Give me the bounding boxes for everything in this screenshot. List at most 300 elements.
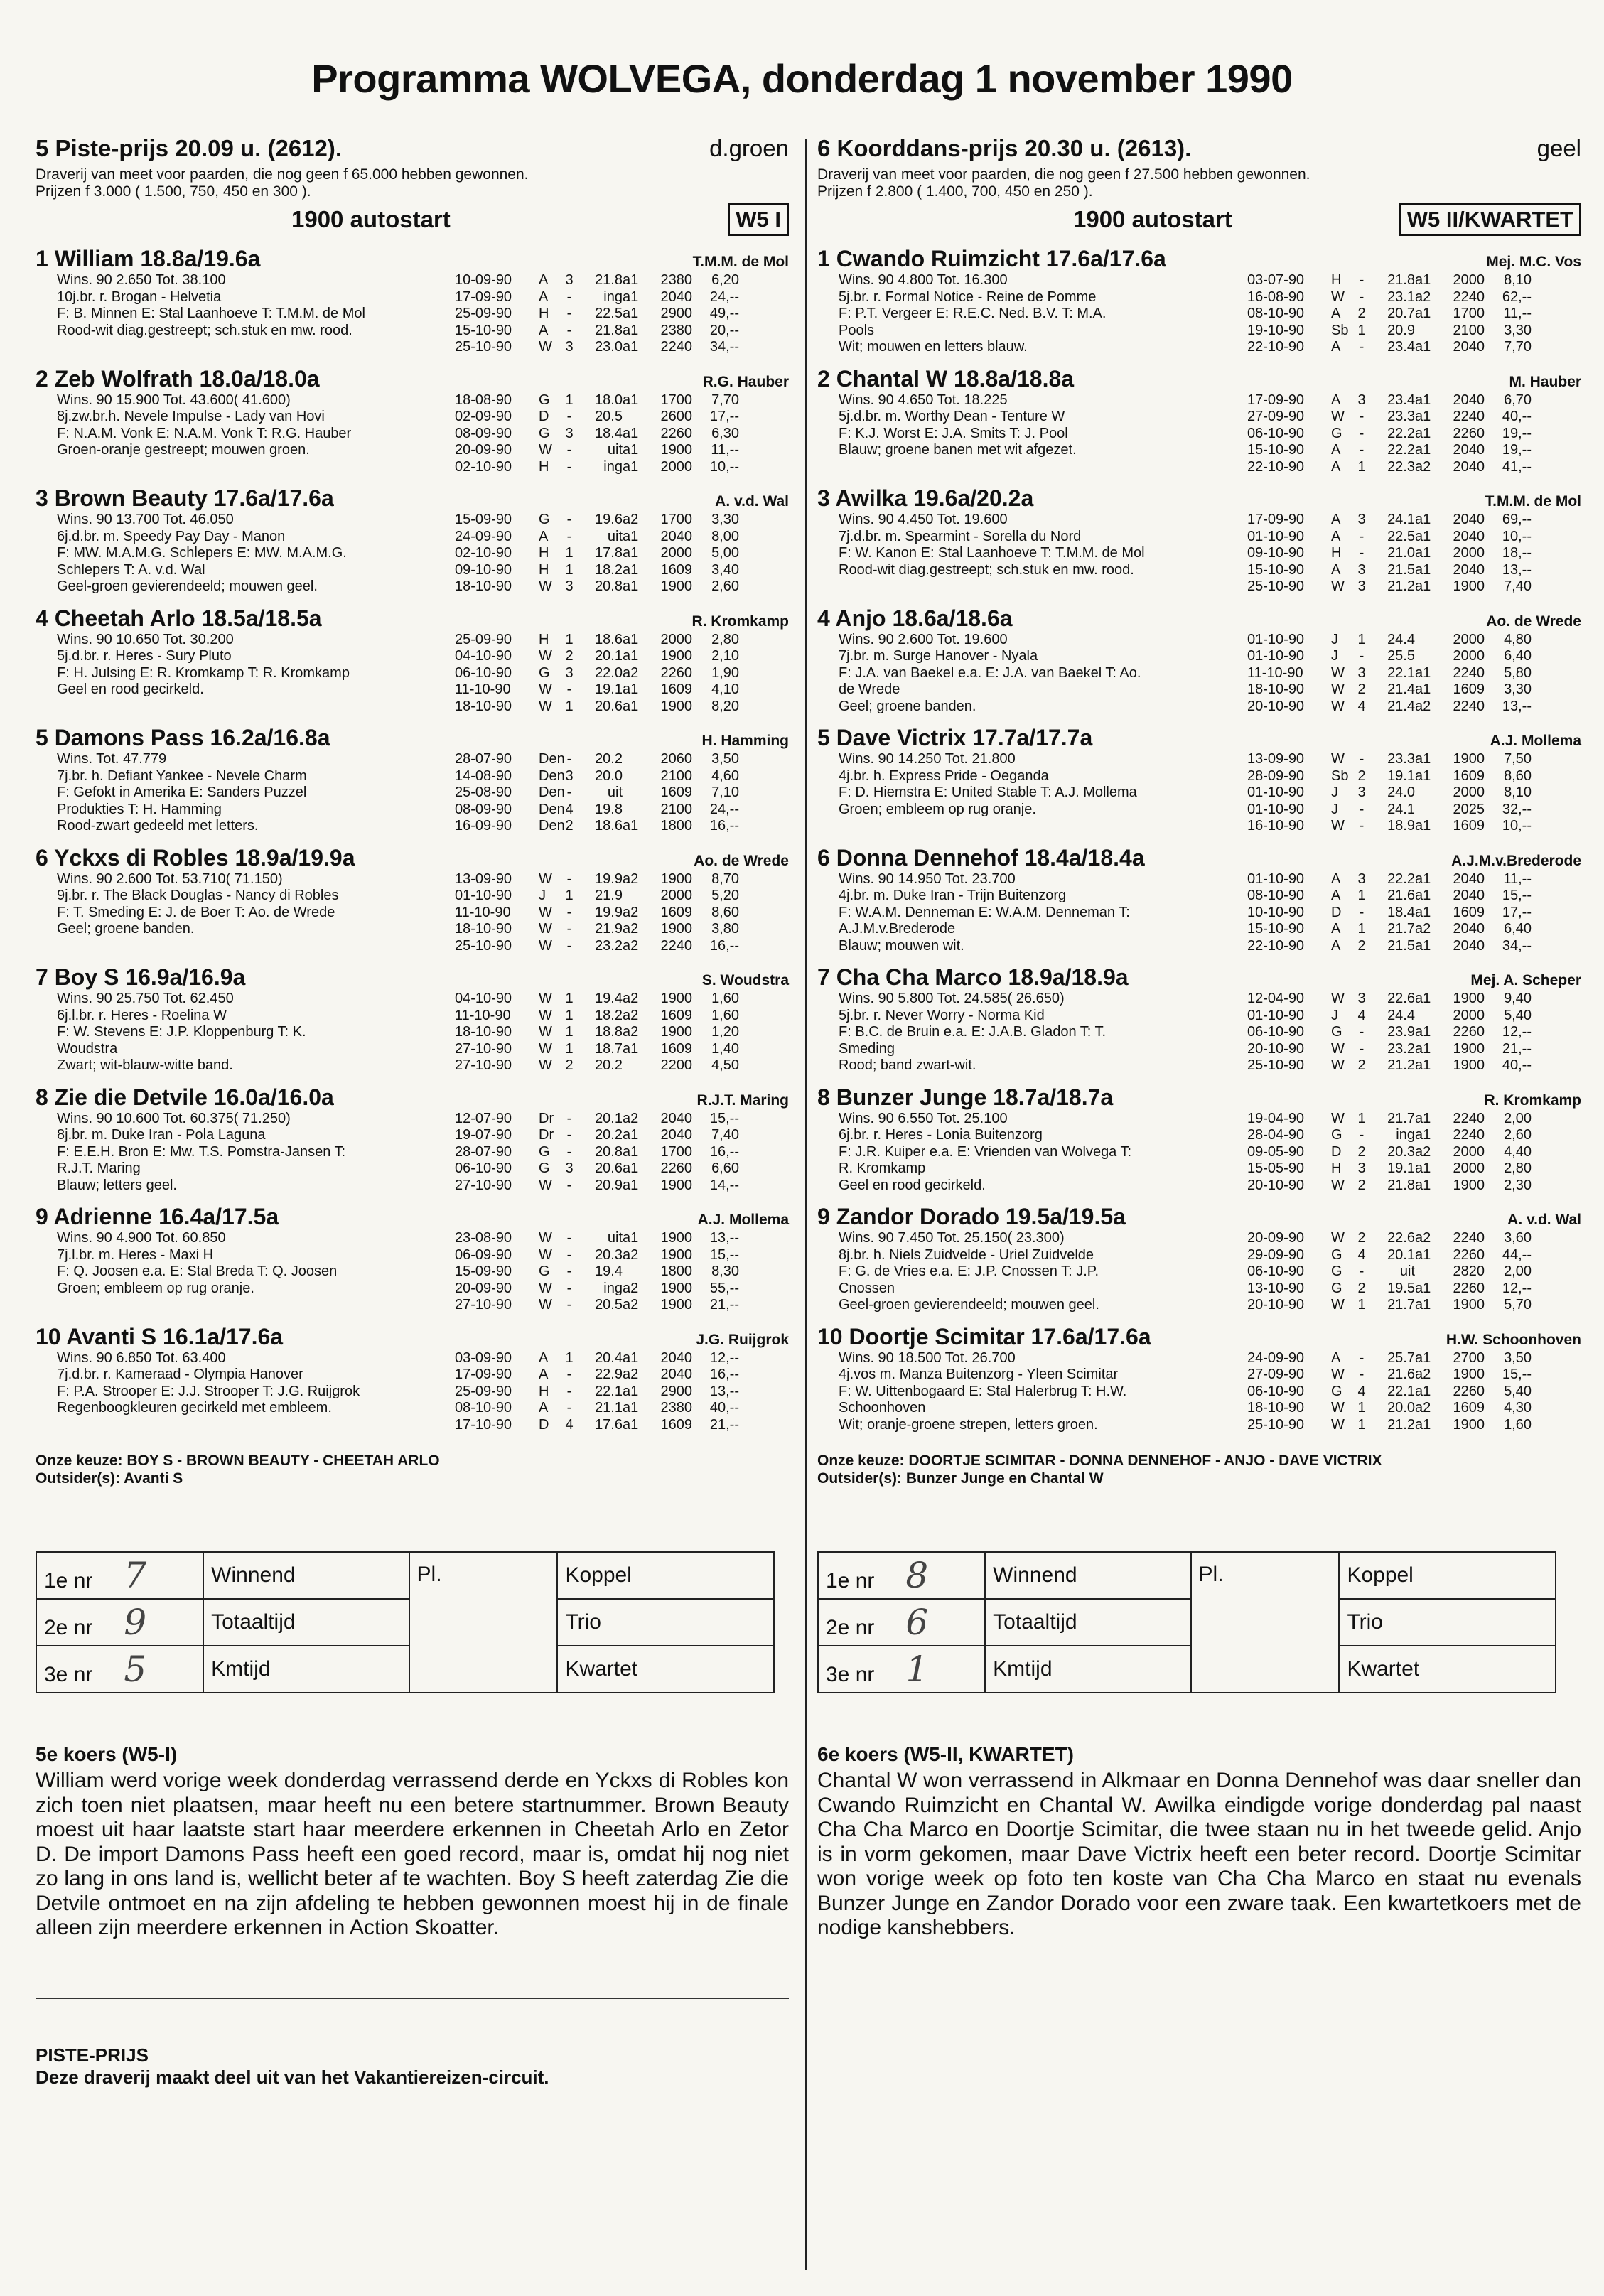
result-cell: 21.4 [1387,698,1415,714]
horse-info-line: R.J.T. Maring [57,1160,141,1176]
horse-info-line: Wins. 90 7.450 Tot. 25.150( 23.300) [839,1230,1065,1246]
result-cell: 18.6 [595,631,623,647]
result-cell: 10-09-90 [455,272,512,288]
result-cell: 1609 [1453,767,1485,784]
result-cell: 2900 [660,1383,692,1399]
horse-name: 1 William 18.8a/19.6a [36,246,261,271]
horse-info-line: Blauw; mouwen wit. [839,937,964,954]
result-row [455,1263,789,1281]
result-cell: a2 [623,991,639,1006]
result-cell: 20.2 [595,1127,623,1143]
result-cell: 20.0 [595,767,623,784]
bet-label: Kmtijd [203,1646,409,1693]
result-cell: 8,70 [711,871,739,887]
result-cell: 44,-- [1502,1246,1532,1263]
result-row [1247,938,1581,955]
result-cell: 17.8 [595,545,623,561]
result-cell: 19,-- [1502,442,1532,458]
horse-details [36,1350,789,1434]
result-cell: a2 [623,904,639,920]
result-form-row [818,1599,1556,1646]
result-cell: - [1359,339,1365,355]
result-cell: 3,30 [1504,322,1532,338]
result-row [1247,289,1581,306]
horse-info-line: Blauw; letters geel. [57,1177,177,1193]
horse-info-line: 5j.br. r. Formal Notice - Reine de Pomme [839,289,1097,305]
result-cell: 2000 [660,458,692,475]
result-row [1247,562,1581,579]
result-cell: 6,60 [711,1160,739,1176]
horse-results [455,392,789,476]
bet-label: Totaaltijd [203,1599,409,1646]
result-cell: 1 [565,1040,574,1057]
result-row [1247,1417,1581,1434]
horse-info [36,871,455,955]
result-cell: G [1331,1246,1342,1263]
result-row [1247,681,1581,699]
result-cell: 2 [1357,1057,1366,1073]
horse-info-line: F: W.A.M. Denneman E: W.A.M. Denneman T: [839,904,1130,920]
result-cell: 03-07-90 [1247,272,1305,288]
horse-name: 9 Zandor Dorado 19.5a/19.5a [817,1204,1126,1229]
result-row [455,1127,789,1144]
result-row [1247,1127,1581,1144]
result-row [1247,512,1581,529]
horse-info-line: F: H. Julsing E: R. Kromkamp T: R. Kromkamp [57,664,350,681]
horse-entry [36,1204,789,1314]
result-cell: 2 [1357,1230,1366,1246]
horse-entry [817,1084,1581,1195]
result-row [1247,802,1581,819]
result-row [455,562,789,579]
horse-results [455,1350,789,1434]
result-cell: a1 [1415,1057,1431,1073]
result-row [455,1008,789,1025]
result-cell: 2260 [1453,1383,1485,1399]
horse-info-line: F: J.R. Kuiper e.a. E: Vrienden van Wolvega T: [839,1143,1132,1160]
result-cell: 3 [565,339,574,355]
result-cell: a2 [623,1297,639,1313]
result-cell: Sb [1331,322,1349,338]
horse-info-line: 5j.d.br. m. Worthy Dean - Tenture W [839,409,1065,424]
result-cell: 7,40 [1504,578,1532,594]
result-cell: 2,00 [1504,1110,1532,1126]
result-cell: 3,80 [711,921,739,937]
result-cell: a2 [623,871,639,887]
result-cell: 2,60 [711,578,739,594]
result-cell: a1 [1415,991,1431,1006]
result-cell: 20.5 [595,1297,623,1313]
result-cell: a2 [1415,1143,1431,1160]
horse-info-line: F: B. Minnen E: Stal Laanhoeve T: T.M.M. de Mol [57,306,365,321]
horse-info-line: Wins. 90 4.650 Tot. 18.225 [839,392,1008,408]
result-form-row [818,1646,1556,1693]
result-cell: 2000 [660,545,692,561]
horse-info-line: F: G. de Vries e.a. E: J.P. Cnossen T: J.P. [839,1263,1099,1279]
result-cell: 4,30 [1504,1400,1532,1416]
horse-info-line: R. Kromkamp [839,1160,926,1176]
result-cell: W [1331,409,1345,424]
horse-info-line: F: B.C. de Bruin e.a. E: J.A.B. Gladon T: T. [839,1024,1107,1040]
result-cell: 3 [1357,512,1366,527]
horse-trainer: A.J. Mollema [1490,733,1581,749]
result-cell: a1 [1415,1040,1431,1057]
result-cell: 28-04-90 [1247,1127,1305,1143]
result-cell: a1 [1415,578,1431,594]
race-description [36,166,789,200]
horse-info [817,1350,1237,1434]
horse-details [36,512,789,595]
horse-info-line: Wins. 90 25.750 Tot. 62.450 [57,991,234,1006]
horse-trainer: H.W. Schoonhoven [1446,1331,1581,1348]
result-cell: 21.1 [595,1400,623,1416]
result-cell: a1 [623,1143,639,1160]
result-cell: 1700 [660,512,692,527]
result-cell: 21.2 [1387,1057,1415,1073]
horse-info-line: F: W. Kanon E: Stal Laanhoeve T: T.M.M. de Mol [839,545,1145,561]
result-cell: 9,40 [1504,991,1532,1006]
result-cell: a1 [1415,512,1431,527]
result-cell: 2100 [660,801,692,817]
result-form-table [817,1551,1556,1693]
horse-results [455,1111,789,1195]
horse-name: 1 Cwando Ruimzicht 17.6a/17.6a [817,246,1166,271]
horse-info-line: Regenboogkleuren gecirkeld met embleem. [57,1400,332,1416]
result-cell: W [1331,1416,1345,1433]
result-cell: a1 [1415,545,1431,561]
horse-results [1247,1111,1581,1195]
horse-info-line: F: W. Stevens E: J.P. Kloppenburg T: K. [57,1024,306,1040]
result-cell: 15-09-90 [455,1263,512,1279]
result-cell: 1900 [660,1297,692,1313]
result-cell: J [1331,1007,1338,1023]
result-cell: a1 [1415,392,1431,408]
place-label: 2e nr [44,1616,93,1639]
result-cell: a1 [1415,306,1431,321]
result-cell: 22.1 [1387,664,1415,681]
result-cell: 19.9 [595,871,623,887]
footer-title: PISTE-PRIJS [36,2044,149,2066]
result-cell: a1 [1415,664,1431,681]
horse-info-line: Geel-groen gevierendeeld; mouwen geel. [839,1297,1099,1313]
horse-info-line: Blauw; groene banen met wit afgezet. [839,442,1077,458]
handwritten-number: 7 [124,1555,147,1596]
result-cell: 5,40 [1504,1007,1532,1023]
result-cell: 18.7 [595,1040,623,1057]
result-cell: 1900 [660,921,692,937]
result-cell: 20.1 [1387,1246,1415,1263]
result-cell: 1700 [660,1143,692,1160]
footer-divider [36,1998,789,1999]
horse-info-line: Wins. 90 2.650 Tot. 38.100 [57,272,226,288]
result-cell: 27-10-90 [455,1297,512,1313]
result-cell: H [539,561,549,578]
result-cell: 11,-- [711,442,739,458]
result-cell: 06-10-90 [1247,1024,1305,1040]
handwritten-number: 8 [905,1555,929,1596]
result-row [455,921,789,938]
place-label: 2e nr [826,1616,875,1639]
result-cell: - [566,1177,572,1193]
result-cell: W [1331,1177,1345,1193]
footer-text: Deze draverij maakt deel uit van het Vakantiereizen-circuit. [36,2066,549,2088]
horse-info-line: Wins. 90 4.800 Tot. 16.300 [839,272,1008,288]
result-cell: a1 [623,631,639,647]
result-cell: a2 [623,1246,639,1263]
result-cell: H [1331,272,1342,288]
horse-name: 8 Zie die Detvile 16.0a/16.0a [36,1084,334,1110]
result-cell: 1900 [660,1280,692,1296]
horse-title-row [817,485,1581,512]
result-cell: - [566,1263,572,1279]
result-cell: 21.8 [595,322,623,338]
result-cell [1415,802,1441,819]
result-cell: a1 [623,1349,639,1366]
horse-title-row [36,485,789,512]
horse-trainer: R.G. Hauber [702,373,789,390]
result-cell: 21.2 [1387,578,1415,594]
result-cell: 19.9 [595,904,623,920]
result-cell: W [539,1040,552,1057]
result-cell: 25-10-90 [1247,1416,1305,1433]
horse-results [1247,272,1581,356]
horse-name: 3 Brown Beauty 17.6a/17.6a [36,485,334,511]
result-cell: 1700 [1453,306,1485,321]
result-cell: 12-07-90 [455,1110,512,1126]
result-cell: 01-10-90 [1247,648,1305,664]
horse-name: 6 Yckxs di Robles 18.9a/19.9a [36,844,355,871]
result-cell: W [539,698,552,714]
result-cell: 1 [565,888,574,903]
result-cell: 2000 [1453,272,1485,288]
result-cell: 25-09-90 [455,631,512,647]
result-cell: 8,30 [711,1263,739,1279]
result-cell: 1900 [1453,1177,1485,1193]
result-cell: 06-10-90 [1247,425,1305,441]
result-cell: a1 [1415,1297,1431,1313]
result-cell: 27-10-90 [455,1040,512,1057]
result-cell: 02-10-90 [455,458,512,475]
result-cell: 20.3 [595,1246,623,1263]
result-cell: 3 [1357,785,1366,800]
result-cell: 5,00 [711,545,739,561]
result-cell: W [1331,1057,1345,1073]
place-cell [818,1552,985,1599]
horse-info-line: Wins. 90 4.900 Tot. 60.850 [57,1230,226,1246]
horse-title-row [817,725,1581,751]
result-cell: 40,-- [1502,1057,1532,1073]
bet-label: Winnend [203,1552,409,1599]
result-cell: a1 [1415,1177,1431,1193]
handwritten-number: 9 [124,1602,147,1643]
horse-entry [36,485,789,595]
result-cell: 4 [1357,1246,1366,1263]
result-cell: ing [1396,1127,1415,1143]
horse-info-line: Wins. 90 5.800 Tot. 24.585( 26.650) [839,991,1065,1006]
result-cell: 2 [1357,681,1366,697]
result-cell: 2260 [660,425,692,441]
result-cell: 21,-- [709,1416,739,1433]
result-cell: 1900 [1453,1057,1485,1073]
result-cell: - [566,937,572,954]
horse-info [817,632,1237,716]
result-cell: 25-10-90 [1247,1057,1305,1073]
result-cell: 3,30 [711,512,739,527]
combo-bet-label: Kwartet [1339,1646,1556,1693]
result-cell: a1 [1415,904,1431,920]
horse-info-line: 5j.d.br. r. Heres - Sury Pluto [57,648,232,664]
result-cell: 1900 [660,1246,692,1263]
result-row [455,442,789,459]
result-cell [623,1263,648,1281]
result-cell: a1 [623,528,639,544]
result-cell: 20.5 [595,409,623,424]
result-row [455,1057,789,1074]
result-cell: 1609 [660,561,692,578]
result-row [455,699,789,716]
horse-info-line: F: E.E.H. Bron E: Mw. T.S. Pomstra-Jansen T: [57,1143,346,1160]
result-cell: D [539,409,549,424]
result-cell: a2 [1415,921,1431,937]
result-row [455,681,789,699]
result-cell: W [539,991,552,1006]
result-cell: a2 [623,1024,639,1040]
result-cell: 3,40 [711,561,739,578]
result-cell: 8,10 [1504,272,1532,288]
result-cell: - [1359,751,1365,767]
result-cell: 24.4 [1387,631,1415,647]
result-cell: a2 [623,664,639,681]
result-row [1247,1041,1581,1058]
horse-info-line: Wit; mouwen en letters blauw. [839,339,1028,355]
result-cell: 4 [565,801,574,817]
result-cell: - [566,904,572,920]
result-cell: 18-10-90 [1247,1400,1305,1416]
result-form-row [36,1646,774,1693]
result-cell: 13,-- [1502,698,1532,714]
horse-info [36,1350,455,1434]
result-cell: 20-09-90 [1247,1230,1305,1246]
horse-entry [36,845,789,955]
result-row [455,512,789,529]
horse-title-row [36,845,789,871]
result-cell: 27-10-90 [455,1177,512,1193]
horse-details [817,871,1581,955]
result-cell: 22-10-90 [1247,339,1305,355]
horse-details [817,632,1581,716]
result-cell: W [539,1230,552,1246]
horse-info [817,991,1237,1074]
result-cell: 2260 [660,664,692,681]
result-cell: a1 [1415,871,1431,887]
bet-label: Winnend [985,1552,1190,1599]
result-cell: H [1331,545,1342,561]
horse-info-line: Schlepers T: A. v.d. Wal [57,561,205,578]
horse-info [36,272,455,356]
result-cell: 06-09-90 [455,1246,512,1263]
horse-results [1247,392,1581,476]
result-cell: a1 [1415,561,1431,578]
result-cell: 2040 [1453,392,1485,408]
horse-info [36,1230,455,1314]
result-cell: 1 [1357,888,1366,903]
handwritten-number: 1 [905,1649,929,1690]
result-form-row [36,1599,774,1646]
result-cell: W [539,339,552,355]
result-cell: ing [603,289,623,305]
horse-name: 3 Awilka 19.6a/20.2a [817,485,1034,511]
result-cell: D [539,1416,549,1433]
result-cell: A [539,322,549,338]
result-cell: 24-09-90 [455,528,512,544]
result-cell: a2 [623,1280,639,1296]
result-cell: H [539,458,549,475]
result-cell: 22.5 [595,306,623,321]
race-conditions: Draverij van meet voor paarden, die nog geen f 27.500 hebben gewonnen. [817,166,1310,183]
result-cell: 3 [565,664,574,681]
result-cell: A [539,1400,549,1416]
result-cell: uit [607,785,623,800]
result-row [455,648,789,665]
place-label: 3e nr [826,1663,875,1686]
result-cell: W [1331,578,1345,594]
result-cell: 15-09-90 [455,512,512,527]
result-cell: 2 [1357,937,1366,954]
result-cell: 20.1 [595,1110,623,1126]
result-row [1247,1057,1581,1074]
result-cell: 25.7 [1387,1349,1415,1366]
result-cell [1415,785,1441,802]
horse-details [817,1111,1581,1195]
result-cell: 25-10-90 [455,339,512,355]
horse-trainer: A. v.d. Wal [715,493,789,510]
result-cell: a2 [623,512,639,527]
horse-name: 10 Avanti S 16.1a/17.6a [36,1323,284,1349]
result-cell: 13-09-90 [455,871,512,887]
result-cell: J [1331,785,1338,800]
result-cell [1415,632,1441,649]
horse-info-line: Groen-oranje gestreept; mouwen groen. [57,442,310,458]
result-cell: a1 [1415,888,1431,903]
result-cell: a1 [1415,818,1431,834]
horse-results [1247,751,1581,835]
result-cell: 7,70 [711,392,739,408]
horse-info [36,392,455,476]
result-cell: 2260 [1453,425,1485,441]
result-row [455,1281,789,1298]
place-label: 3e nr [44,1663,93,1686]
result-cell: 24.1 [1387,512,1415,527]
horse-trainer: A.J.M.v.Brederode [1451,852,1581,869]
result-cell: 2,10 [711,648,739,664]
horse-details [36,751,789,835]
result-cell [623,768,648,785]
result-cell: - [566,409,572,424]
result-row [1247,1177,1581,1195]
result-row [1247,1247,1581,1264]
result-row [1247,1263,1581,1281]
result-row [1247,529,1581,546]
result-cell: uit [607,1230,623,1246]
horse-info-line: F: T. Smeding E: J. de Boer T: Ao. de Wrede [57,904,335,920]
result-cell: a1 [1415,1024,1431,1040]
result-row [1247,545,1581,562]
result-cell: - [1359,272,1365,288]
result-cell: 09-10-90 [455,561,512,578]
horse-trainer: Ao. de Wrede [694,852,789,869]
result-cell: - [566,512,572,527]
horse-entry [817,1204,1581,1314]
